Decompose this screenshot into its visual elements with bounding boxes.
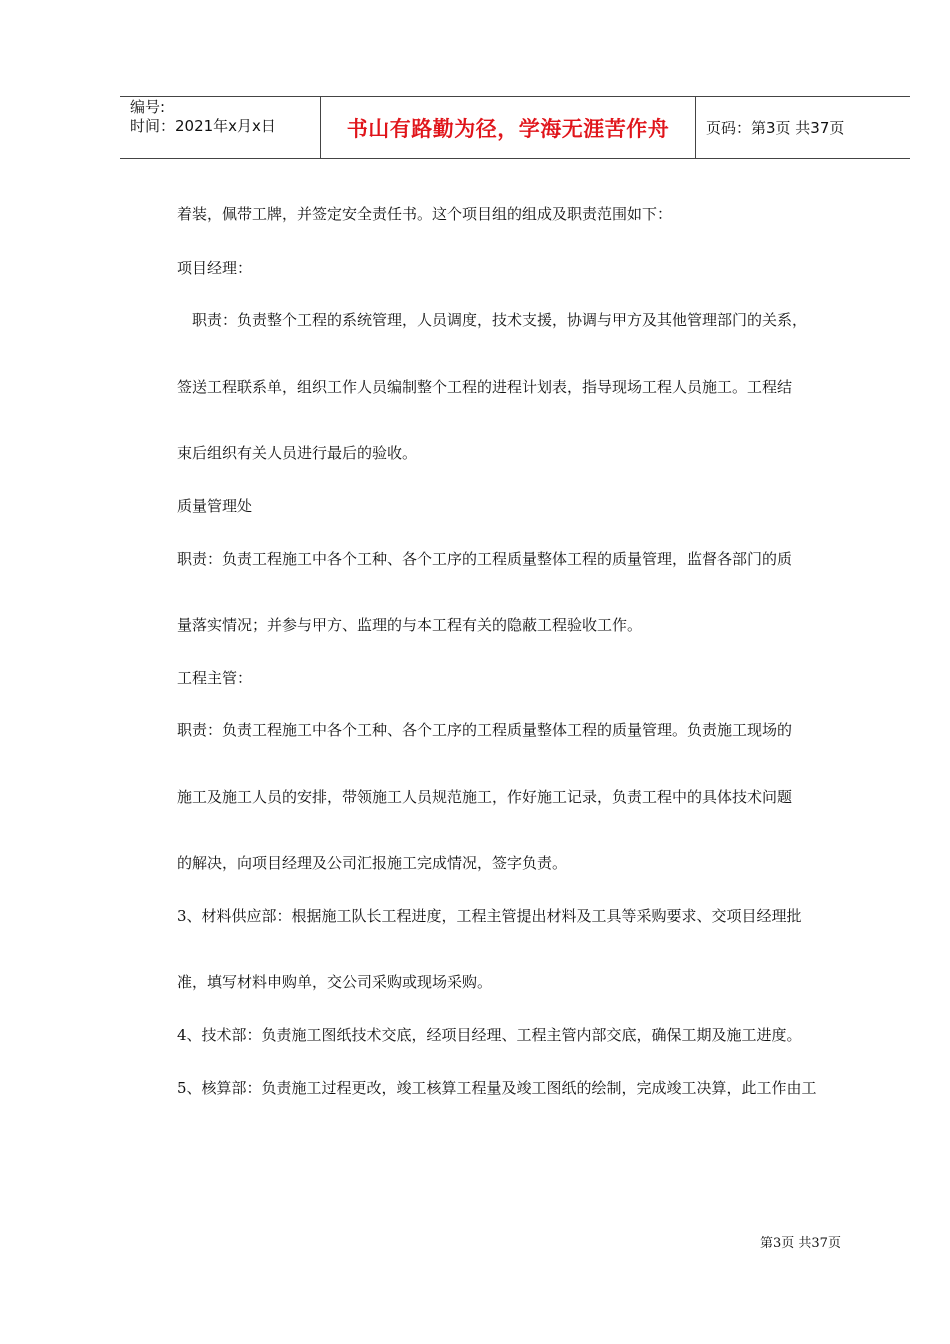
section-heading-project-manager: 项目经理： — [177, 259, 253, 277]
header-motto-cell — [320, 97, 696, 158]
section-heading-engineering-supervisor: 工程主管： — [177, 669, 253, 687]
page-header — [120, 96, 910, 159]
body-line: 签送工程联系单，组织工作人员编制整个工程的进程计划表，指导现场工程人员施工。工程结 — [177, 378, 793, 396]
body-line: 束后组织有关人员进行最后的验收。 — [177, 444, 418, 462]
header-page-cell — [696, 97, 910, 158]
body-line: 量落实情况；并参与甲方、监理的与本工程有关的隐蔽工程验收工作。 — [177, 616, 643, 634]
body-line: 5、核算部：负责施工过程更改，竣工核算工程量及竣工图纸的绘制，完成竣工决算，此工作由工 — [177, 1079, 817, 1097]
header-meta-cell — [120, 97, 320, 158]
body-line: 施工及施工人员的安排，带领施工人员规范施工，作好施工记录，负责工程中的具体技术问题 — [177, 788, 793, 806]
section-heading-quality-management: 质量管理处 — [177, 497, 253, 515]
body-line: 准，填写材料申购单，交公司采购或现场采购。 — [177, 973, 493, 991]
body-line: 职责：负责整个工程的系统管理，人员调度，技术支援，协调与甲方及其他管理部门的关系， — [177, 311, 808, 329]
body-line: 着装，佩带工牌，并签定安全责任书。这个项目组的组成及职责范围如下： — [177, 205, 673, 223]
header-page-info: 页码：第3页 共37页 — [706, 119, 845, 137]
body-line: 的解决，向项目经理及公司汇报施工完成情况，签字负责。 — [177, 854, 568, 872]
body-line: 职责：负责工程施工中各个工种、各个工序的工程质量整体工程的质量管理。负责施工现场的 — [177, 721, 793, 739]
header-motto: 书山有路勤为径，学海无涯苦作舟 — [346, 116, 670, 141]
document-number-label: 编号: — [130, 98, 166, 116]
document-time-label: 时间：2021年x月x日 — [130, 117, 276, 135]
page-footer-info: 第3页 共37页 — [760, 1236, 841, 1251]
body-line: 职责：负责工程施工中各个工种、各个工序的工程质量整体工程的质量管理，监督各部门的质 — [177, 550, 793, 568]
body-line: 4、技术部：负责施工图纸技术交底，经项目经理、工程主管内部交底，确保工期及施工进度。 — [177, 1026, 802, 1044]
body-line: 3、材料供应部：根据施工队长工程进度，工程主管提出材料及工具等采购要求、交项目经理批 — [177, 907, 802, 925]
